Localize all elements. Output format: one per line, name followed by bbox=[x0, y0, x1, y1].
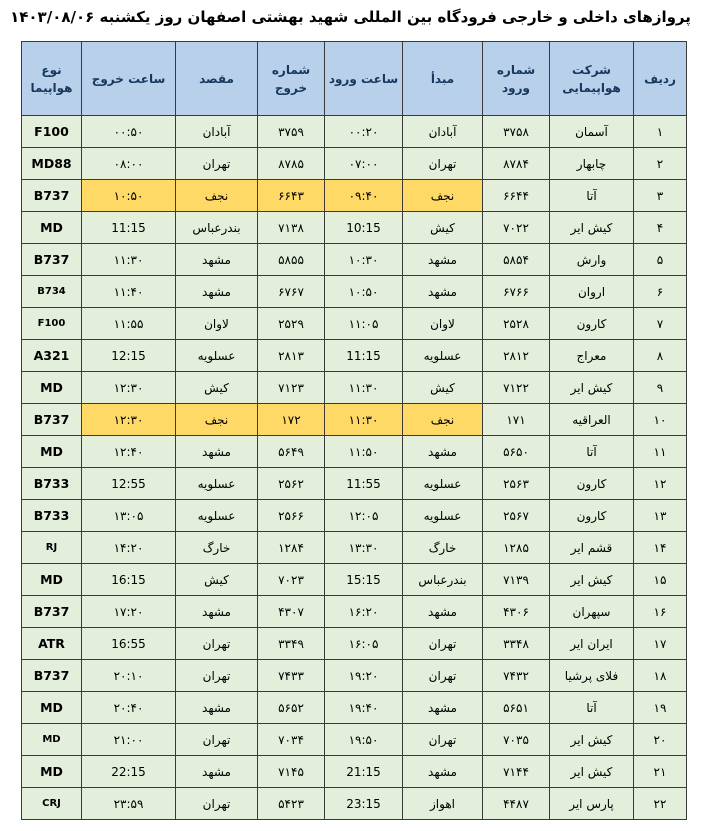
table-row bbox=[22, 212, 687, 244]
arrival-time-cell: 11:15 bbox=[325, 340, 403, 372]
header-arrival-flight: شماره ورود bbox=[483, 42, 550, 116]
arrival-flight-cell: ۲۵۶۷ bbox=[483, 500, 550, 532]
arrival-time-cell: ۰۹:۴۰ bbox=[325, 180, 403, 212]
origin-cell: تهران bbox=[403, 148, 483, 180]
arrival-time-cell: 23:15 bbox=[325, 788, 403, 820]
departure-time-cell: 12:15 bbox=[82, 340, 176, 372]
origin-cell: کیش bbox=[403, 372, 483, 404]
destination-cell: عسلویه bbox=[176, 340, 258, 372]
destination-cell: تهران bbox=[176, 148, 258, 180]
arrival-flight-cell: ۵۶۵۰ bbox=[483, 436, 550, 468]
aircraft-type-cell: CRJ bbox=[22, 788, 82, 820]
row-number-cell: ۷ bbox=[634, 308, 687, 340]
departure-time-cell: ۲۱:۰۰ bbox=[82, 724, 176, 756]
departure-flight-cell: ۱۲۸۴ bbox=[258, 532, 325, 564]
departure-flight-cell: ۶۷۶۷ bbox=[258, 276, 325, 308]
airline-cell: کیش ایر bbox=[550, 724, 634, 756]
airline-cell: کارون bbox=[550, 468, 634, 500]
departure-time-cell: 22:15 bbox=[82, 756, 176, 788]
destination-cell: تهران bbox=[176, 660, 258, 692]
arrival-flight-cell: ۴۴۸۷ bbox=[483, 788, 550, 820]
arrival-flight-cell: ۵۸۵۴ bbox=[483, 244, 550, 276]
origin-cell: بندرعباس bbox=[403, 564, 483, 596]
origin-cell: اهواز bbox=[403, 788, 483, 820]
origin-cell: عسلویه bbox=[403, 500, 483, 532]
destination-cell: عسلویه bbox=[176, 468, 258, 500]
departure-flight-cell: ۴۳۰۷ bbox=[258, 596, 325, 628]
aircraft-type-cell: B737 bbox=[22, 660, 82, 692]
airline-cell: معراج bbox=[550, 340, 634, 372]
table-row bbox=[22, 404, 687, 436]
arrival-time-cell: 21:15 bbox=[325, 756, 403, 788]
destination-cell: مشهد bbox=[176, 244, 258, 276]
aircraft-type-cell: B733 bbox=[22, 468, 82, 500]
departure-time-cell: ۱۲:۳۰ bbox=[82, 404, 176, 436]
aircraft-type-cell: B737 bbox=[22, 180, 82, 212]
aircraft-type-cell: A321 bbox=[22, 340, 82, 372]
departure-time-cell: ۲۰:۱۰ bbox=[82, 660, 176, 692]
aircraft-type-cell: MD bbox=[22, 436, 82, 468]
origin-cell: تهران bbox=[403, 660, 483, 692]
departure-flight-cell: ۳۳۴۹ bbox=[258, 628, 325, 660]
departure-flight-cell: ۲۵۶۲ bbox=[258, 468, 325, 500]
departure-time-cell: ۱۱:۳۰ bbox=[82, 244, 176, 276]
arrival-time-cell: ۰۷:۰۰ bbox=[325, 148, 403, 180]
row-number-cell: ۴ bbox=[634, 212, 687, 244]
departure-time-cell: 11:15 bbox=[82, 212, 176, 244]
aircraft-type-cell: MD88 bbox=[22, 148, 82, 180]
arrival-time-cell: ۱۰:۵۰ bbox=[325, 276, 403, 308]
table-row bbox=[22, 308, 687, 340]
departure-time-cell: ۱۱:۴۰ bbox=[82, 276, 176, 308]
arrival-flight-cell: ۸۷۸۴ bbox=[483, 148, 550, 180]
aircraft-type-cell: MD bbox=[22, 724, 82, 756]
airline-cell: العراقیه bbox=[550, 404, 634, 436]
departure-flight-cell: ۷۱۴۵ bbox=[258, 756, 325, 788]
destination-cell: کیش bbox=[176, 564, 258, 596]
row-number-cell: ۳ bbox=[634, 180, 687, 212]
aircraft-type-cell: B737 bbox=[22, 596, 82, 628]
departure-time-cell: 12:55 bbox=[82, 468, 176, 500]
departure-time-cell: ۲۳:۵۹ bbox=[82, 788, 176, 820]
airline-cell: کیش ایر bbox=[550, 212, 634, 244]
table-row bbox=[22, 468, 687, 500]
departure-flight-cell: ۸۷۸۵ bbox=[258, 148, 325, 180]
departure-time-cell: ۲۰:۴۰ bbox=[82, 692, 176, 724]
table-row bbox=[22, 244, 687, 276]
destination-cell: تهران bbox=[176, 724, 258, 756]
origin-cell: مشهد bbox=[403, 276, 483, 308]
departure-time-cell: ۱۲:۳۰ bbox=[82, 372, 176, 404]
table-row bbox=[22, 596, 687, 628]
airline-cell: آتا bbox=[550, 180, 634, 212]
row-number-cell: ۲۰ bbox=[634, 724, 687, 756]
arrival-flight-cell: ۶۶۴۴ bbox=[483, 180, 550, 212]
arrival-flight-cell: ۱۲۸۵ bbox=[483, 532, 550, 564]
arrival-time-cell: 11:55 bbox=[325, 468, 403, 500]
departure-time-cell: ۱۰:۵۰ bbox=[82, 180, 176, 212]
departure-flight-cell: ۶۶۴۳ bbox=[258, 180, 325, 212]
header-row-no: ردیف bbox=[634, 42, 687, 116]
destination-cell: تهران bbox=[176, 788, 258, 820]
departure-flight-cell: ۲۵۶۶ bbox=[258, 500, 325, 532]
arrival-time-cell: 10:15 bbox=[325, 212, 403, 244]
header-destination: مقصد bbox=[176, 42, 258, 116]
airline-cell: آسمان bbox=[550, 116, 634, 148]
arrival-flight-cell: ۷۰۲۲ bbox=[483, 212, 550, 244]
arrival-time-cell: ۱۲:۰۵ bbox=[325, 500, 403, 532]
aircraft-type-cell: B737 bbox=[22, 404, 82, 436]
table-header-row bbox=[22, 42, 687, 116]
table-row bbox=[22, 660, 687, 692]
destination-cell: نجف bbox=[176, 180, 258, 212]
arrival-flight-cell: ۶۷۶۶ bbox=[483, 276, 550, 308]
departure-time-cell: ۰۸:۰۰ bbox=[82, 148, 176, 180]
arrival-flight-cell: ۷۰۳۵ bbox=[483, 724, 550, 756]
arrival-flight-cell: ۷۱۲۲ bbox=[483, 372, 550, 404]
arrival-flight-cell: ۲۵۶۳ bbox=[483, 468, 550, 500]
row-number-cell: ۱ bbox=[634, 116, 687, 148]
departure-flight-cell: ۱۷۲ bbox=[258, 404, 325, 436]
destination-cell: آبادان bbox=[176, 116, 258, 148]
aircraft-type-cell: RJ bbox=[22, 532, 82, 564]
airline-cell: ایران ایر bbox=[550, 628, 634, 660]
table-row bbox=[22, 340, 687, 372]
arrival-time-cell: ۱۶:۲۰ bbox=[325, 596, 403, 628]
origin-cell: کیش bbox=[403, 212, 483, 244]
table-row bbox=[22, 628, 687, 660]
origin-cell: عسلویه bbox=[403, 340, 483, 372]
arrival-time-cell: ۱۱:۰۵ bbox=[325, 308, 403, 340]
departure-time-cell: 16:15 bbox=[82, 564, 176, 596]
origin-cell: تهران bbox=[403, 628, 483, 660]
aircraft-type-cell: MD bbox=[22, 756, 82, 788]
aircraft-type-cell: MD bbox=[22, 564, 82, 596]
airline-cell: چابهار bbox=[550, 148, 634, 180]
arrival-flight-cell: ۱۷۱ bbox=[483, 404, 550, 436]
aircraft-type-cell: B734 bbox=[22, 276, 82, 308]
arrival-flight-cell: ۲۸۱۲ bbox=[483, 340, 550, 372]
departure-flight-cell: ۵۴۲۳ bbox=[258, 788, 325, 820]
destination-cell: مشهد bbox=[176, 436, 258, 468]
row-number-cell: ۱۷ bbox=[634, 628, 687, 660]
arrival-flight-cell: ۲۵۲۸ bbox=[483, 308, 550, 340]
departure-flight-cell: ۷۱۳۸ bbox=[258, 212, 325, 244]
origin-cell: لاوان bbox=[403, 308, 483, 340]
departure-flight-cell: ۷۰۳۴ bbox=[258, 724, 325, 756]
row-number-cell: ۱۶ bbox=[634, 596, 687, 628]
airline-cell: وارش bbox=[550, 244, 634, 276]
airline-cell: کیش ایر bbox=[550, 756, 634, 788]
row-number-cell: ۱۸ bbox=[634, 660, 687, 692]
table-row bbox=[22, 372, 687, 404]
row-number-cell: ۸ bbox=[634, 340, 687, 372]
arrival-time-cell: ۰۰:۲۰ bbox=[325, 116, 403, 148]
table-row bbox=[22, 788, 687, 820]
departure-time-cell: ۱۴:۲۰ bbox=[82, 532, 176, 564]
arrival-time-cell: ۱۰:۳۰ bbox=[325, 244, 403, 276]
origin-cell: مشهد bbox=[403, 596, 483, 628]
row-number-cell: ۱۱ bbox=[634, 436, 687, 468]
origin-cell: عسلویه bbox=[403, 468, 483, 500]
airline-cell: کیش ایر bbox=[550, 564, 634, 596]
destination-cell: مشهد bbox=[176, 596, 258, 628]
departure-flight-cell: ۷۱۲۳ bbox=[258, 372, 325, 404]
departure-flight-cell: ۵۸۵۵ bbox=[258, 244, 325, 276]
origin-cell: مشهد bbox=[403, 436, 483, 468]
arrival-time-cell: ۱۱:۵۰ bbox=[325, 436, 403, 468]
header-airline: شرکت هواپیمایی bbox=[550, 42, 634, 116]
departure-time-cell: ۱۲:۴۰ bbox=[82, 436, 176, 468]
departure-flight-cell: ۲۵۲۹ bbox=[258, 308, 325, 340]
destination-cell: تهران bbox=[176, 628, 258, 660]
departure-flight-cell: ۵۶۵۲ bbox=[258, 692, 325, 724]
row-number-cell: ۶ bbox=[634, 276, 687, 308]
table-row bbox=[22, 148, 687, 180]
origin-cell: آبادان bbox=[403, 116, 483, 148]
table-row bbox=[22, 756, 687, 788]
arrival-flight-cell: ۳۳۴۸ bbox=[483, 628, 550, 660]
header-origin: مبدأ bbox=[403, 42, 483, 116]
departure-time-cell: ۰۰:۵۰ bbox=[82, 116, 176, 148]
departure-time-cell: ۱۱:۵۵ bbox=[82, 308, 176, 340]
row-number-cell: ۲۲ bbox=[634, 788, 687, 820]
arrival-flight-cell: ۴۳۰۶ bbox=[483, 596, 550, 628]
row-number-cell: ۱۳ bbox=[634, 500, 687, 532]
row-number-cell: ۵ bbox=[634, 244, 687, 276]
arrival-flight-cell: ۷۱۳۹ bbox=[483, 564, 550, 596]
departure-flight-cell: ۷۴۳۳ bbox=[258, 660, 325, 692]
flight-schedule-table bbox=[21, 41, 687, 820]
aircraft-type-cell: B737 bbox=[22, 244, 82, 276]
departure-flight-cell: ۵۶۴۹ bbox=[258, 436, 325, 468]
arrival-time-cell: ۱۹:۵۰ bbox=[325, 724, 403, 756]
departure-flight-cell: ۷۰۲۳ bbox=[258, 564, 325, 596]
airline-cell: اروان bbox=[550, 276, 634, 308]
destination-cell: خارگ bbox=[176, 532, 258, 564]
header-departure-flight: شماره خروج bbox=[258, 42, 325, 116]
destination-cell: بندرعباس bbox=[176, 212, 258, 244]
aircraft-type-cell: MD bbox=[22, 212, 82, 244]
arrival-flight-cell: ۷۴۳۲ bbox=[483, 660, 550, 692]
departure-time-cell: ۱۷:۲۰ bbox=[82, 596, 176, 628]
row-number-cell: ۱۰ bbox=[634, 404, 687, 436]
table-row bbox=[22, 116, 687, 148]
departure-flight-cell: ۳۷۵۹ bbox=[258, 116, 325, 148]
origin-cell: نجف bbox=[403, 180, 483, 212]
header-departure-time: ساعت خروج bbox=[82, 42, 176, 116]
destination-cell: لاوان bbox=[176, 308, 258, 340]
destination-cell: مشهد bbox=[176, 276, 258, 308]
origin-cell: تهران bbox=[403, 724, 483, 756]
table-row bbox=[22, 500, 687, 532]
arrival-time-cell: ۱۹:۲۰ bbox=[325, 660, 403, 692]
airline-cell: سپهران bbox=[550, 596, 634, 628]
departure-time-cell: 16:55 bbox=[82, 628, 176, 660]
aircraft-type-cell: F100 bbox=[22, 116, 82, 148]
row-number-cell: ۲ bbox=[634, 148, 687, 180]
page-title: پروازهای داخلی و خارجی فرودگاه بین المللی شهید بهشتی اصفهان روز یکشنبه ۱۴۰۳/۰۸/۰۶ bbox=[10, 8, 691, 26]
destination-cell: مشهد bbox=[176, 756, 258, 788]
aircraft-type-cell: B733 bbox=[22, 500, 82, 532]
arrival-time-cell: ۱۶:۰۵ bbox=[325, 628, 403, 660]
destination-cell: نجف bbox=[176, 404, 258, 436]
arrival-time-cell: ۱۱:۳۰ bbox=[325, 404, 403, 436]
arrival-time-cell: ۱۹:۴۰ bbox=[325, 692, 403, 724]
origin-cell: مشهد bbox=[403, 692, 483, 724]
airline-cell: پارس ایر bbox=[550, 788, 634, 820]
row-number-cell: ۲۱ bbox=[634, 756, 687, 788]
aircraft-type-cell: F100 bbox=[22, 308, 82, 340]
departure-flight-cell: ۲۸۱۳ bbox=[258, 340, 325, 372]
row-number-cell: ۱۴ bbox=[634, 532, 687, 564]
origin-cell: مشهد bbox=[403, 756, 483, 788]
table-row bbox=[22, 276, 687, 308]
arrival-flight-cell: ۳۷۵۸ bbox=[483, 116, 550, 148]
row-number-cell: ۱۹ bbox=[634, 692, 687, 724]
origin-cell: خارگ bbox=[403, 532, 483, 564]
row-number-cell: ۹ bbox=[634, 372, 687, 404]
table-row bbox=[22, 564, 687, 596]
departure-time-cell: ۱۳:۰۵ bbox=[82, 500, 176, 532]
header-aircraft: نوع هواپیما bbox=[22, 42, 82, 116]
arrival-flight-cell: ۷۱۴۴ bbox=[483, 756, 550, 788]
row-number-cell: ۱۵ bbox=[634, 564, 687, 596]
table-row bbox=[22, 436, 687, 468]
destination-cell: مشهد bbox=[176, 692, 258, 724]
airline-cell: قشم ایر bbox=[550, 532, 634, 564]
header-arrival-time: ساعت ورود bbox=[325, 42, 403, 116]
airline-cell: کیش ایر bbox=[550, 372, 634, 404]
airline-cell: آتا bbox=[550, 436, 634, 468]
arrival-time-cell: 15:15 bbox=[325, 564, 403, 596]
table-row bbox=[22, 692, 687, 724]
airline-cell: فلای پرشیا bbox=[550, 660, 634, 692]
row-number-cell: ۱۲ bbox=[634, 468, 687, 500]
table-row bbox=[22, 532, 687, 564]
origin-cell: نجف bbox=[403, 404, 483, 436]
origin-cell: مشهد bbox=[403, 244, 483, 276]
airline-cell: کارون bbox=[550, 308, 634, 340]
table-row bbox=[22, 180, 687, 212]
airline-cell: کارون bbox=[550, 500, 634, 532]
destination-cell: کیش bbox=[176, 372, 258, 404]
arrival-time-cell: ۱۱:۳۰ bbox=[325, 372, 403, 404]
aircraft-type-cell: MD bbox=[22, 692, 82, 724]
aircraft-type-cell: ATR bbox=[22, 628, 82, 660]
arrival-time-cell: ۱۳:۳۰ bbox=[325, 532, 403, 564]
arrival-flight-cell: ۵۶۵۱ bbox=[483, 692, 550, 724]
table-row bbox=[22, 724, 687, 756]
destination-cell: عسلویه bbox=[176, 500, 258, 532]
aircraft-type-cell: MD bbox=[22, 372, 82, 404]
airline-cell: آتا bbox=[550, 692, 634, 724]
